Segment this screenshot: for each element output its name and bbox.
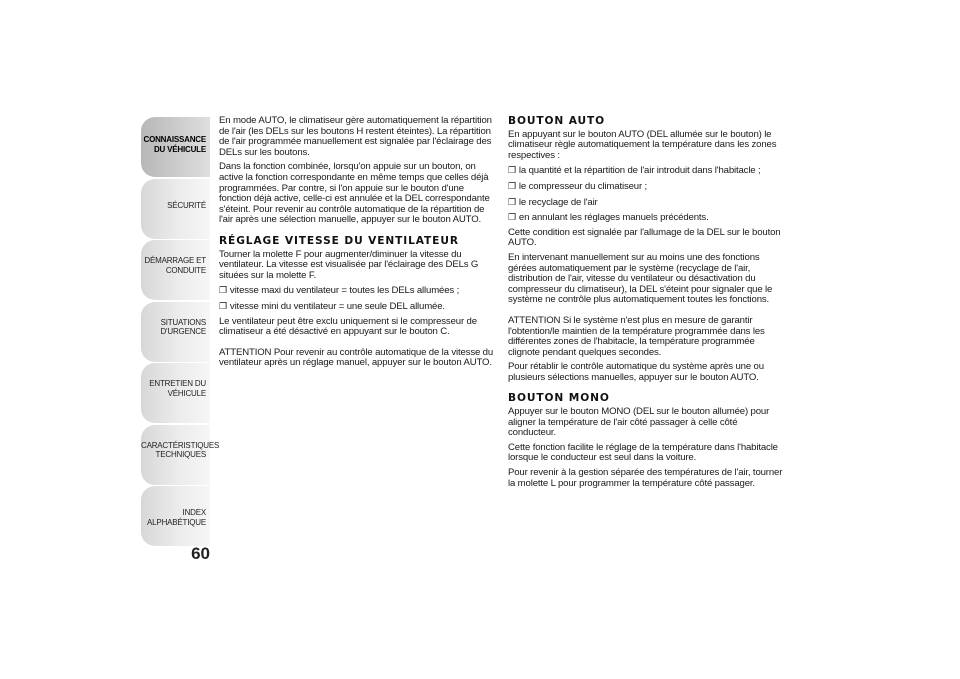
paragraph: Tourner la molette F pour augmenter/diminuer la vitesse du ventilateur. La vitesse est visualisée par l'éclairage des DELs G situées sur la molette F. xyxy=(219,248,479,281)
bullet-list xyxy=(508,165,786,223)
paragraph: Appuyer sur le bouton MONO (DEL sur le bouton allumée) pour aligner la température de l'air côté passager à celle côté conducteur. xyxy=(508,406,770,439)
tab-label-line: CONNAISSANCE xyxy=(143,135,206,144)
left-column xyxy=(219,116,495,373)
list-item-text: vitesse maxi du ventilateur = toutes les DELs allumées ; xyxy=(229,285,460,297)
tab-label-line: INDEX xyxy=(182,508,206,517)
section-heading: BOUTON AUTO xyxy=(508,115,606,127)
bullet-list xyxy=(219,285,495,312)
list-item-text: la quantité et la répartition de l'air introduit dans l'habitacle ; xyxy=(518,165,761,177)
checkbox-bullet-icon: ❒ xyxy=(508,196,516,207)
list-item-text: vitesse mini du ventilateur = une seule DEL allumée. xyxy=(229,300,445,312)
tab-situations-d-urgence[interactable] xyxy=(141,302,210,362)
tab-label-line: DU VÉHICULE xyxy=(153,144,206,154)
paragraph: En appuyant sur le bouton AUTO (DEL allumée sur le bouton) le climatiseur règle automatiquement la température dans les zones respectives : xyxy=(508,128,777,161)
list-item-text: le recyclage de l'air xyxy=(518,196,598,208)
warning-paragraph: ATTENTION Pour revenir au contrôle automatique de la vitesse du ventilateur après un réglage manuel, appuyer sur le bouton AUTO. xyxy=(219,346,494,369)
tab-label-line: CONDUITE xyxy=(165,265,206,275)
tab-label-line: VÉHICULE xyxy=(167,388,206,398)
paragraph: En intervenant manuellement sur au moins une des fonctions gérées automatiquement par le système (recyclage de l'air, distribution de l'air, vitesse du ventilateur ou désactivation du compresseur du climatiseur), la DEL s'éteint pour signaler que le système ne contrôle plus automatiquement toutes les fonctions. xyxy=(508,251,773,306)
section-heading: BOUTON MONO xyxy=(508,392,610,405)
section-heading: RÉGLAGE VITESSE DU VENTILATEUR xyxy=(219,234,459,247)
list-item xyxy=(508,165,786,177)
tab-securite[interactable] xyxy=(141,179,210,239)
chapter-sidebar xyxy=(141,117,220,548)
checkbox-bullet-icon: ❒ xyxy=(219,300,227,311)
checkbox-bullet-icon: ❒ xyxy=(508,165,516,176)
tab-caracteristiques-techniques[interactable] xyxy=(141,425,220,485)
tab-label-line: D'URGENCE xyxy=(160,327,206,336)
tab-demarrage-et-conduite[interactable] xyxy=(141,240,210,300)
paragraph: Cette fonction facilite le réglage de la température dans l'habitacle lorsque le conducteur est seul dans la voiture. xyxy=(508,441,778,464)
list-item xyxy=(508,197,786,209)
list-item xyxy=(508,212,786,224)
tab-connaissance-du-vehicule[interactable] xyxy=(141,117,210,177)
paragraph: Pour rétablir le contrôle automatique du système après une ou plusieurs sélections manuelles, appuyer sur le bouton AUTO. xyxy=(508,361,764,383)
list-item-text: en annulant les réglages manuels précédents. xyxy=(518,212,709,224)
page-number: 60 xyxy=(191,544,210,563)
tab-label-line: CARACTÉRISTIQUES xyxy=(141,440,220,450)
list-item-text: le compresseur du climatiseur ; xyxy=(518,180,648,192)
checkbox-bullet-icon: ❒ xyxy=(508,212,516,223)
tab-label-line: TECHNIQUES xyxy=(155,450,206,459)
tab-label-line: ENTRETIEN DU xyxy=(149,379,206,388)
paragraph: Pour revenir à la gestion séparée des températures de l'air, tourner la molette L pour programmer la température côté passager. xyxy=(508,467,783,489)
tab-entretien-du-vehicule[interactable] xyxy=(141,363,210,423)
paragraph: Dans la fonction combinée, lorsqu'on appuie sur un bouton, on active la fonction correspondante en même temps que celles déjà programmées. Par contre, si l'on appuie sur le bouton d'une fonction déjà active, celle-ci est annulée et la DEL correspondante s'éteint. Pour revenir au contrôle automatique de la répartition de l'air après une sélection manuelle, appuyer sur le bouton AUTO. xyxy=(219,161,490,226)
tab-index-alphabetique[interactable] xyxy=(141,486,210,546)
tab-label-line: ALPHABÉTIQUE xyxy=(147,517,206,527)
checkbox-bullet-icon: ❒ xyxy=(508,180,516,191)
checkbox-bullet-icon: ❒ xyxy=(219,285,227,296)
paragraph: Le ventilateur peut être exclu uniquement si le compresseur de climatiseur a été désactivé en appuyant sur le bouton C. xyxy=(219,315,477,338)
list-item xyxy=(219,301,495,313)
paragraph: En mode AUTO, le climatiseur gère automatiquement la répartition de l'air (les DELs sur les boutons H restent éteintes). La répartition de l'air programmée manuellement est signalée par l'éclairage des DELs sur les boutons. xyxy=(219,115,492,158)
list-item xyxy=(508,181,786,193)
tab-label-line: SITUATIONS xyxy=(160,317,206,327)
tab-label-line: SÉCURITÉ xyxy=(167,200,206,210)
list-item xyxy=(219,285,495,297)
tab-label-line: DÉMARRAGE ET xyxy=(144,256,206,265)
right-column xyxy=(508,116,786,493)
warning-paragraph: ATTENTION Si le système n'est plus en mesure de garantir l'obtention/le maintien de la température programmée dans les différentes zones de l'habitacle, la température programmée clignote pendant quelques secondes. xyxy=(508,314,765,358)
paragraph: Cette condition est signalée par l'allumage de la DEL sur le bouton AUTO. xyxy=(508,226,781,249)
